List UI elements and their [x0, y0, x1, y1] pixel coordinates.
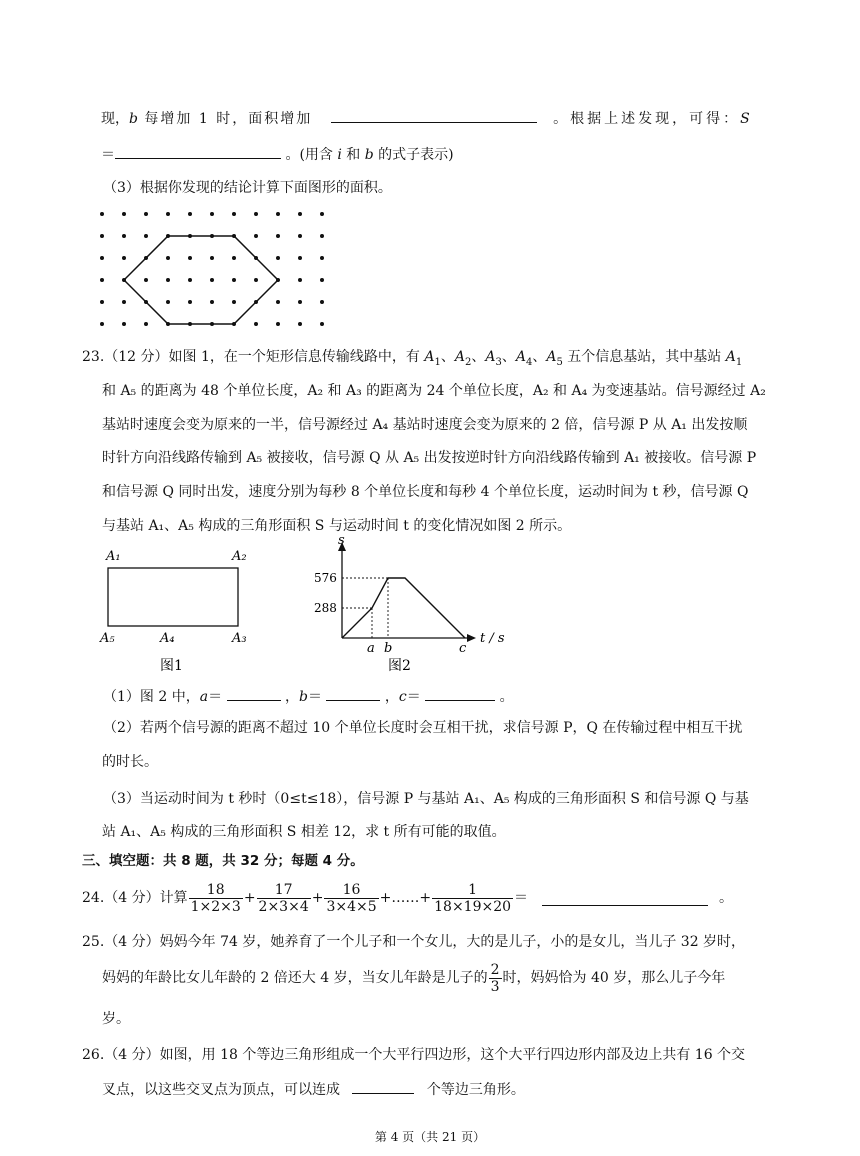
figure-1	[96, 544, 266, 674]
grid-dot	[276, 300, 280, 304]
grid-dot	[232, 256, 236, 260]
area-curve	[342, 578, 465, 638]
grid-dot	[144, 278, 148, 282]
x-axis-arrow	[467, 634, 476, 642]
grid-dot	[210, 300, 214, 304]
grid-dot	[188, 300, 192, 304]
grid-dot	[320, 322, 324, 326]
grid-dot	[166, 278, 170, 282]
grid-dot	[122, 322, 126, 326]
y-axis-label: s	[338, 536, 345, 548]
grid-dot	[210, 256, 214, 260]
grid-dot	[320, 234, 324, 238]
grid-dot	[232, 212, 236, 216]
fraction-two-thirds: $\frac{2}{3}$	[490, 961, 500, 995]
grid-dot	[254, 212, 258, 216]
grid-dot	[100, 234, 104, 238]
grid-dot	[122, 256, 126, 260]
grid-dot	[320, 300, 324, 304]
q23-line5: 和信号源 Q 同时出发，速度分别为每秒 8 个单位长度和每秒 4 个单位长度，运动时间为 t 秒，信号源 Q	[102, 484, 749, 500]
answer-blank[interactable]	[542, 891, 708, 906]
grid-dot	[232, 300, 236, 304]
x-axis-label: t / s	[480, 631, 505, 646]
figure-1-caption: 图1	[160, 658, 183, 674]
grid-dot	[166, 256, 170, 260]
tick-c: c	[459, 641, 467, 656]
figure-2	[300, 536, 520, 676]
q23-line4: 时针方向沿线路传输到 A₅ 被接收，信号源 Q 从 A₅ 出发按逆时针方向沿线路传输到 A₁ 被接收。信号源 P	[102, 450, 757, 466]
q23-line2: 和 A₅ 的距离为 48 个单位长度，A₂ 和 A₃ 的距离为 24 个单位长度，A₂ 和 A₄ 为变速基站。信号源经过 A₂	[102, 383, 766, 399]
grid-dot	[100, 300, 104, 304]
q23-line6: 与基站 A₁、A₅ 构成的三角形面积 S 与运动时间 t 的变化情况如图 2 所示。	[102, 518, 572, 534]
grid-dot	[298, 300, 302, 304]
grid-dot	[144, 322, 148, 326]
grid-dot	[320, 212, 324, 216]
q22-line2: ＝ 。(用含 i 和 b 的式子表示)	[101, 144, 454, 165]
grid-dot	[100, 278, 104, 282]
grid-dot	[298, 256, 302, 260]
q22-part3: （3）根据你发现的结论计算下面图形的面积。	[103, 180, 392, 196]
q23-part1: （1）图 2 中，a＝ ，b＝ ，c＝ 。	[103, 686, 514, 707]
tick-a: a	[367, 641, 375, 656]
answer-blank[interactable]	[331, 108, 537, 123]
label-a5: A₅	[100, 631, 115, 646]
grid-dot	[188, 256, 192, 260]
q26-line2: 叉点，以这些交叉点为顶点，可以连成 个等边三角形。	[102, 1079, 525, 1100]
grid-dot	[298, 234, 302, 238]
grid-dot	[166, 212, 170, 216]
label-a1: A₁	[106, 549, 121, 564]
q25-line3: 岁。	[102, 1011, 130, 1027]
fraction-4: $\frac{1}{18\times 19\times 20}$	[434, 881, 512, 915]
tick-576: 576	[314, 571, 337, 585]
blank-a[interactable]	[227, 686, 281, 701]
q23-line1: 23.（12 分）如图 1，在一个矩形信息传输线路中，有 $A_1$、$A_2$、$A_3$、$A_4$、$A_5$ 五个信息基站，其中基站 $A_1$	[82, 349, 743, 368]
grid-dot	[100, 212, 104, 216]
blank-c[interactable]	[425, 686, 495, 701]
grid-dot	[276, 234, 280, 238]
section-3-heading: 三、填空题：共 8 题，共 32 分；每题 4 分。	[82, 853, 364, 869]
grid-dot	[122, 300, 126, 304]
q24: 24.（4 分）计算 $\frac{18}{1\times 2\times 3}$ + $\frac{17}{2\times 3\times 4}$ + $\frac{16}{3\times 4\times 5}$ +……+ $\frac{1}{18\times 19\times 20}$ ＝ 。	[82, 881, 733, 915]
grid-dot	[320, 278, 324, 282]
grid-dot	[188, 212, 192, 216]
answer-blank[interactable]	[115, 144, 281, 159]
tick-288: 288	[314, 601, 337, 615]
grid-dot	[232, 278, 236, 282]
fraction-3: $\frac{16}{3\times 4\times 5}$	[326, 881, 377, 915]
fraction-2: $\frac{17}{2\times 3\times 4}$	[258, 881, 309, 915]
grid-dot	[298, 212, 302, 216]
q23-part3-line2: 站 A₁、A₅ 构成的三角形面积 S 相差 12，求 t 所有可能的取值。	[102, 824, 506, 840]
page-footer: 第 4 页（共 21 页）	[374, 1130, 486, 1144]
q23-line3: 基站时速度会变为原来的一半，信号源经过 A₄ 基站时速度会变为原来的 2 倍，信号源 P 从 A₁ 出发按顺	[102, 417, 748, 433]
grid-dot	[298, 322, 302, 326]
grid-dot	[100, 322, 104, 326]
grid-dot	[210, 212, 214, 216]
grid-dot	[144, 212, 148, 216]
tick-b: b	[384, 641, 393, 656]
grid-dot	[276, 322, 280, 326]
grid-dot	[122, 234, 126, 238]
q25-line1: 25.（4 分）妈妈今年 74 岁，她养育了一个儿子和一个女儿，大的是儿子，小的是女儿，当儿子 32 岁时，	[82, 934, 746, 950]
blank-b[interactable]	[326, 686, 380, 701]
rectangle-route	[108, 568, 238, 626]
q23-part2-line1: （2）若两个信号源的距离不超过 10 个单位长度时会互相干扰，求信号源 P，Q 在传输过程中相互干扰	[103, 720, 743, 736]
grid-dot	[122, 212, 126, 216]
grid-dot	[298, 278, 302, 282]
dot-grid-figure	[96, 206, 332, 334]
grid-dot	[254, 278, 258, 282]
q25-line2: 妈妈的年龄比女儿年龄的 2 倍还大 4 岁，当女儿年龄是儿子的 $\frac{2}{3}$ 时，妈妈恰为 40 岁，那么儿子今年	[102, 961, 726, 995]
q22-line1: 现，b 每增加 1 时，面积增加 。根据上述发现，可得：S	[101, 108, 750, 129]
figure-2-caption: 图2	[388, 658, 411, 674]
grid-dot	[254, 322, 258, 326]
q26-line1: 26.（4 分）如图，用 18 个等边三角形组成一个大平行四边形，这个大平行四边形内部及边上共有 16 个交	[82, 1047, 746, 1063]
answer-blank[interactable]	[352, 1079, 414, 1094]
label-a2: A₂	[232, 549, 247, 564]
grid-dot	[100, 256, 104, 260]
grid-dot	[188, 278, 192, 282]
q23-part3-line1: （3）当运动时间为 t 秒时（0≤t≤18），信号源 P 与基站 A₁、A₅ 构成的三角形面积 S 和信号源 Q 与基	[103, 791, 749, 807]
grid-dot	[276, 256, 280, 260]
grid-dot	[276, 212, 280, 216]
fraction-1: $\frac{18}{1\times 2\times 3}$	[190, 881, 241, 915]
grid-dot	[320, 256, 324, 260]
grid-dot	[166, 300, 170, 304]
grid-dot	[144, 234, 148, 238]
grid-dot	[210, 278, 214, 282]
grid-dots	[100, 212, 324, 326]
label-a4: A₄	[160, 631, 175, 646]
q23-part2-line2: 的时长。	[102, 754, 158, 770]
label-a3: A₃	[232, 631, 247, 646]
grid-dot	[254, 234, 258, 238]
